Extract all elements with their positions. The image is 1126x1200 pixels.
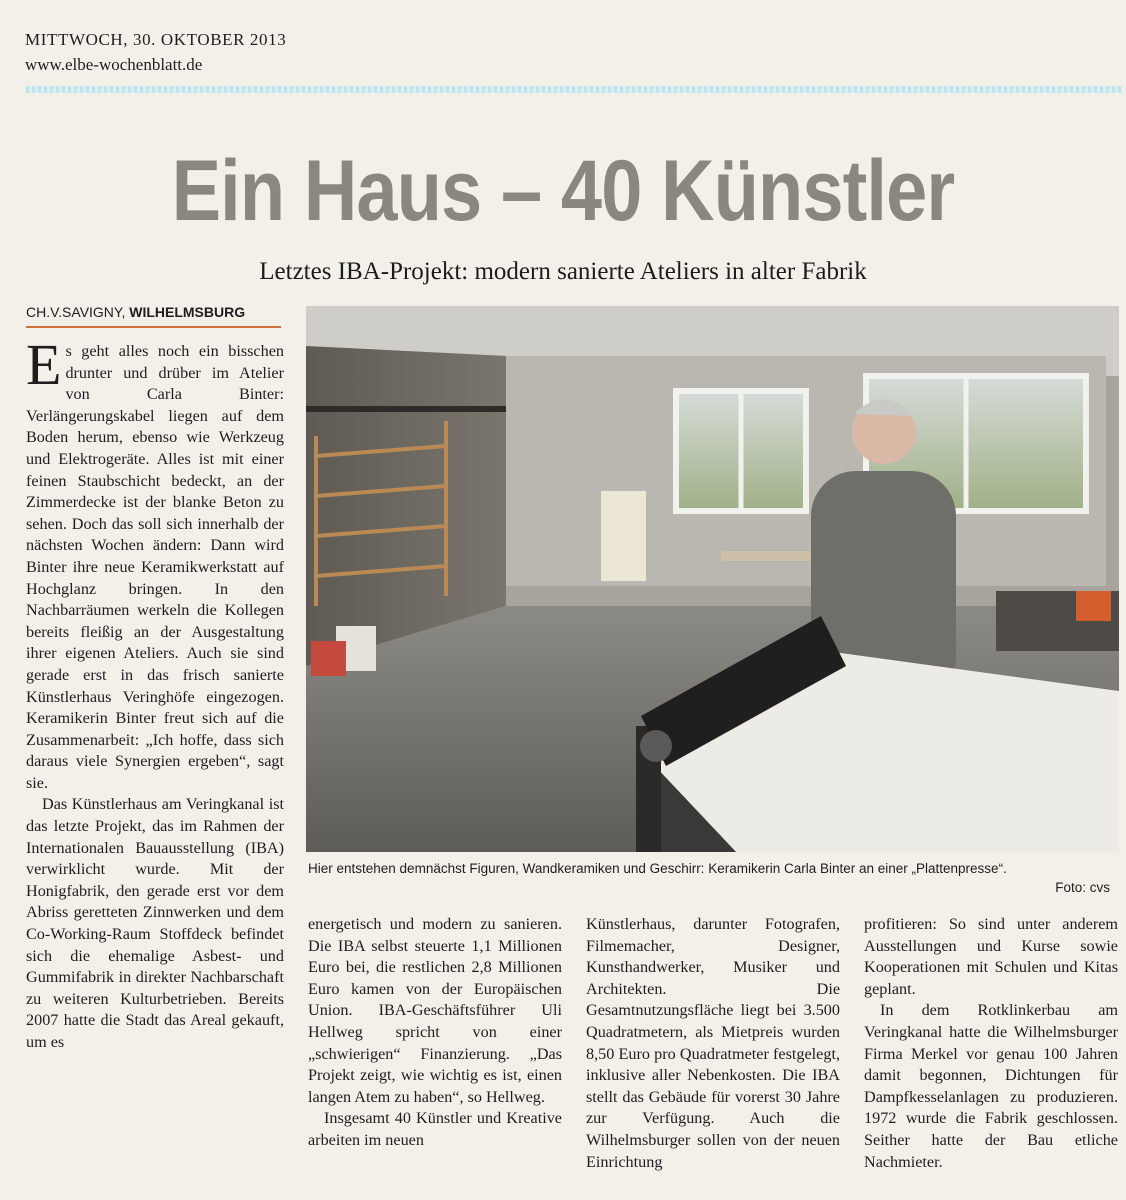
paragraph: profitieren: So sind unter anderem Ausstellungen und Kurse sowie Kooperationen mit Schulen und Kitas geplant. [864,915,1118,998]
article-headline: Ein Haus – 40 Künstler [171,143,955,239]
text-column-4 [864,914,1118,1173]
text-column-1 [26,332,284,1054]
drop-cap: E [26,332,62,397]
author: CH.V.SAVIGNY, [26,304,126,320]
byline-underline [26,326,281,328]
text-column-2 [308,914,562,1152]
paragraph: Insgesamt 40 Künstler und Kreative arbeiten im neuen [308,1109,562,1149]
location: WILHELMSBURG [129,304,246,320]
photo-credit: Foto: cvs [1055,880,1110,895]
paragraph: In dem Rotklinkerbau am Veringkanal hatte die Wilhelmsburger Firma Merkel vor genau 100 Jahren damit begonnen, Dichtungen für Dampfkesselanlagen zu produzieren. 1972 wurde die Fabrik geschlossen. Seither hatte der Bau etliche Nachmieter. [864,1001,1118,1171]
text-column-3 [586,914,840,1173]
issue-date: MITTWOCH, 30. OKTOBER 2013 [25,30,287,49]
paragraph: Das Künstlerhaus am Veringkanal ist das letzte Projekt, das im Rahmen der Internationalen Bauausstellung (IBA) verwirklicht wurde. Mit der Honigfabrik, den gerade erst vor dem Abriss geretteten Zinnwerken und dem Co-Working-Raum Stoffdeck befindet sich die ehemalige Asbest- und Gummifabrik in direkter Nachbarschaft zu weiteren Kulturbetrieben. Bereits 2007 hatte die Stadt das Areal gekauft, um es [26,795,284,1051]
byline [26,304,245,320]
header-divider [26,86,1122,93]
paragraph-text: s geht alles noch ein bisschen drunter und drüber im Atelier von Carla Binter: Verlängerungskabel liegen auf dem Boden herum, ebenso wie Werkzeug und Elektrogeräte. Alles ist mit einer feinen Staubschicht bedeckt, an der Zimmerdecke ist der blanke Beton zu sehen. Doch das soll sich innerhalb der nächsten Wochen ändern: Dann wird Binter ihre neue Keramikwerkstatt auf Hochglanz bringen. In den Nachbarräumen werkeln die Kollegen bereits fleißig an der Ausgestaltung ihrer eigenen Ateliers. Auch sie sind gerade erst in das frisch sanierte Künstlerhaus Veringhöfe eingezogen. Keramikerin Binter freut sich auf die Zusammenarbeit: „Ich hoffe, dass sich daraus viele Synergien ergeben“, sagt sie. [26,342,284,792]
atelier-photo [306,306,1119,852]
paragraph: Künstlerhaus, darunter Fotografen, Filmemacher, Designer, Kunsthandwerker, Musiker und Architekten. Die Gesamtnutzungsfläche liegt bei 3.500 Quadratmetern, als Mietpreis wurden 8,50 Euro pro Quadratmeter festgelegt, inklusive aller Nebenkosten. Die IBA stellt das Gebäude für vorerst 30 Jahre zur Verfügung. Auch die Wilhelmsburger sollen von der neuen Einrichtung [586,915,840,1171]
paragraph: energetisch und modern zu sanieren. Die IBA selbst steuerte 1,1 Millionen Euro bei, die restlichen 2,8 Millionen Euro kamen von der Europäischen Union. IBA-Geschäftsführer Uli Hellweg spricht von einer „schwierigen“ Finanzierung. „Das Projekt zeigt, wie wichtig es ist, einen langen Atem zu haben“, so Hellweg. [308,915,562,1106]
paragraph [26,332,284,794]
website-url: www.elbe-wochenblatt.de [25,55,203,74]
article-subheadline: Letztes IBA-Projekt: modern sanierte Ateliers in alter Fabrik [259,258,867,285]
photo-caption [308,859,1116,895]
caption-text: Hier entstehen demnächst Figuren, Wandkeramiken und Geschirr: Keramikerin Carla Binter an einer „Plattenpresse“. [308,861,1007,876]
